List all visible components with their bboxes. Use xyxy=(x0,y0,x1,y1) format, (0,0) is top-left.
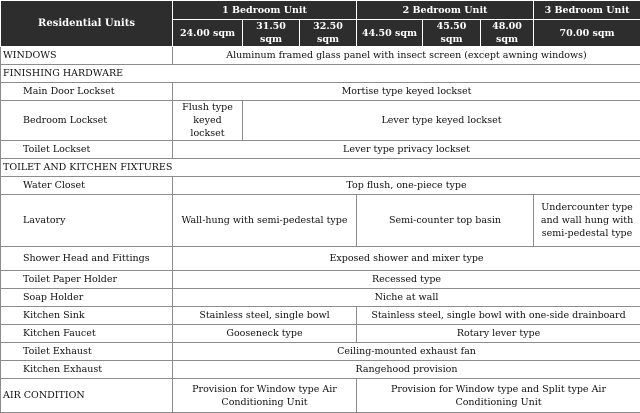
row-label: Bedroom Lockset xyxy=(1,101,173,141)
section-label-fixtures: TOILET AND KITCHEN FIXTURES xyxy=(1,159,640,177)
spec-value: Stainless steel, single bowl xyxy=(173,307,357,325)
residential-units-header: Residential Units xyxy=(1,1,173,47)
table-row xyxy=(1,101,640,141)
table-row xyxy=(1,271,640,289)
table-row xyxy=(1,307,640,325)
spec-value: Lever type privacy lockset xyxy=(173,141,640,159)
spec-value: Niche at wall xyxy=(173,289,640,307)
table-row xyxy=(1,159,640,177)
row-label: Toilet Exhaust xyxy=(1,343,173,361)
group-header-2br: 2 Bedroom Unit xyxy=(357,1,534,20)
table-row xyxy=(1,65,640,83)
table-row xyxy=(1,195,640,247)
size-header: 44.50 sqm xyxy=(357,20,423,47)
table-row xyxy=(1,379,640,413)
spec-value: Rangehood provision xyxy=(173,361,640,379)
row-label: Toilet Paper Holder xyxy=(1,271,173,289)
row-label: Toilet Lockset xyxy=(1,141,173,159)
table-row xyxy=(1,361,640,379)
table-row xyxy=(1,47,640,65)
size-header: 32.50 sqm xyxy=(300,20,357,47)
size-header: 31.50 sqm xyxy=(243,20,300,47)
size-header: 45.50 sqm xyxy=(423,20,481,47)
section-label-windows: WINDOWS xyxy=(1,47,173,65)
size-header: 24.00 sqm xyxy=(173,20,243,47)
size-header: 70.00 sqm xyxy=(534,20,640,47)
spec-value: Flush type keyed lockset xyxy=(173,101,243,141)
table-row xyxy=(1,83,640,101)
row-label: Water Closet xyxy=(1,177,173,195)
spec-value: Recessed type xyxy=(173,271,640,289)
section-label-finishing: FINISHING HARDWARE xyxy=(1,65,640,83)
spec-value: Ceiling-mounted exhaust fan xyxy=(173,343,640,361)
row-label: Shower Head and Fittings xyxy=(1,247,173,271)
size-header: 48.00 sqm xyxy=(481,20,534,47)
spec-value: Top flush, one-piece type xyxy=(173,177,640,195)
spec-value: Stainless steel, single bowl with one-side drainboard xyxy=(357,307,640,325)
spec-value: Provision for Window type Air Conditioning Unit xyxy=(173,379,357,413)
group-header-3br: 3 Bedroom Unit xyxy=(534,1,640,20)
spec-value: Exposed shower and mixer type xyxy=(173,247,640,271)
row-label: Soap Holder xyxy=(1,289,173,307)
spec-value: Rotary lever type xyxy=(357,325,640,343)
table-row xyxy=(1,343,640,361)
spec-value: Gooseneck type xyxy=(173,325,357,343)
spec-value: Undercounter type and wall hung with semi-pedestal type xyxy=(534,195,640,247)
table-row xyxy=(1,325,640,343)
spec-value: Wall-hung with semi-pedestal type xyxy=(173,195,357,247)
spec-value: Mortise type keyed lockset xyxy=(173,83,640,101)
table-row xyxy=(1,141,640,159)
row-label: Main Door Lockset xyxy=(1,83,173,101)
row-label: Lavatory xyxy=(1,195,173,247)
spec-value: Provision for Window type and Split type Air Conditioning Unit xyxy=(357,379,640,413)
row-label: Kitchen Exhaust xyxy=(1,361,173,379)
row-label: Kitchen Faucet xyxy=(1,325,173,343)
spec-value: Lever type keyed lockset xyxy=(243,101,640,141)
group-header-1br: 1 Bedroom Unit xyxy=(173,1,357,20)
table-row xyxy=(1,289,640,307)
table-row xyxy=(1,247,640,271)
table-row xyxy=(1,177,640,195)
spec-value: Semi-counter top basin xyxy=(357,195,534,247)
section-label-aircon: AIR CONDITION xyxy=(1,379,173,413)
spec-value: Aluminum framed glass panel with insect screen (except awning windows) xyxy=(173,47,640,65)
row-label: Kitchen Sink xyxy=(1,307,173,325)
